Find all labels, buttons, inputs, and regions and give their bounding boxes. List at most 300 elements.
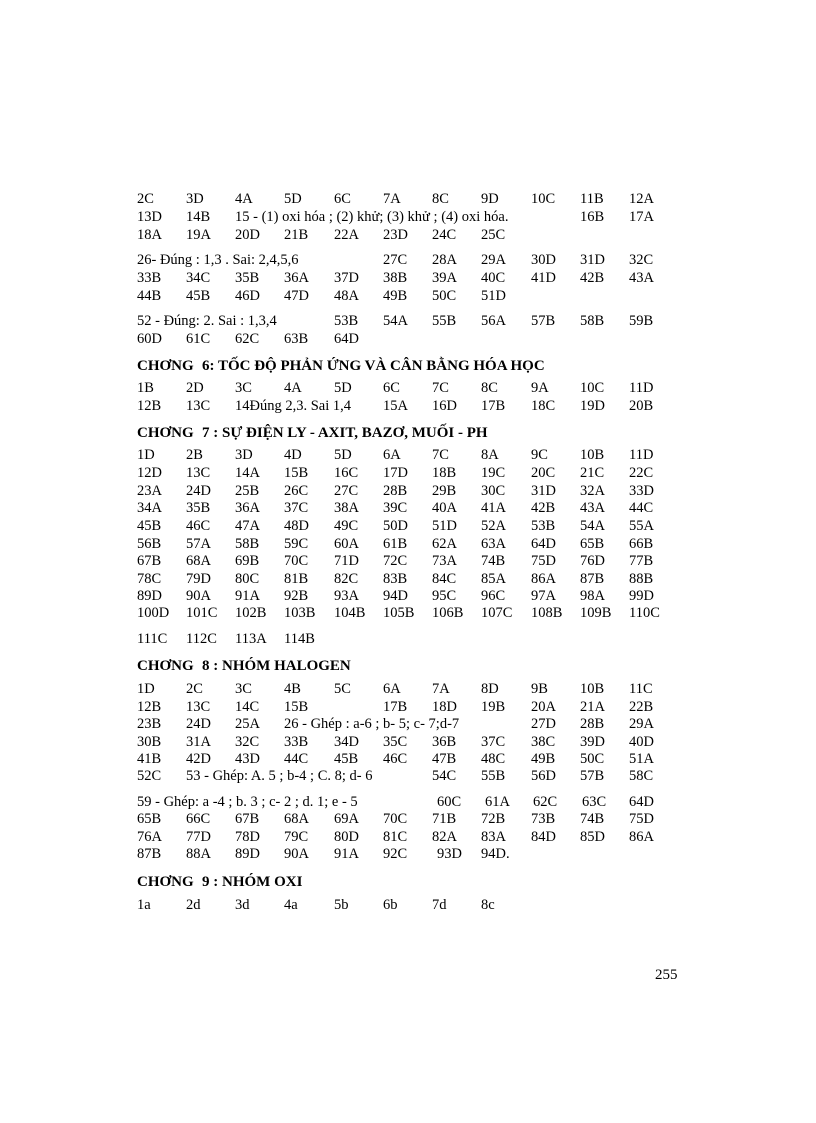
answer: 37C — [481, 734, 506, 750]
answer: 70C — [284, 553, 309, 569]
answer: 7C — [432, 380, 449, 396]
answer: 27D — [531, 716, 556, 732]
answer: 32A — [580, 483, 605, 499]
answer: 39C — [383, 500, 408, 516]
answer: 63A — [481, 536, 506, 552]
answer: 60D — [137, 331, 162, 347]
answer: 25C — [481, 227, 506, 243]
answer: 106B — [432, 605, 464, 621]
answer: 91A — [334, 846, 359, 862]
answer: 24D — [186, 716, 211, 732]
answer: 33B — [284, 734, 309, 750]
answer: 62A — [432, 536, 457, 552]
answer: 2d — [186, 897, 201, 913]
answer: 7d — [432, 897, 447, 913]
answer: 11C — [629, 681, 653, 697]
answer: 111C — [137, 631, 168, 647]
answer: 32C — [235, 734, 260, 750]
answer: 4A — [235, 191, 253, 207]
answer: 86A — [531, 571, 556, 587]
answer: 94D — [383, 588, 408, 604]
answer: 110C — [629, 605, 660, 621]
answer: 68A — [186, 553, 211, 569]
answer: 23B — [137, 716, 162, 732]
answer: 42B — [531, 500, 556, 516]
answer: 24C — [432, 227, 457, 243]
chapter-label: CHƠNG — [137, 358, 194, 374]
answer: 53 - Ghép: A. 5 ; b-4 ; C. 8; d- 6 — [186, 768, 373, 784]
answer: 94D. — [481, 846, 510, 862]
answer: 83B — [383, 571, 408, 587]
answer: 24D — [186, 483, 211, 499]
answer: 5C — [334, 681, 351, 697]
answer: 48D — [284, 518, 309, 534]
answer: 40A — [432, 500, 457, 516]
answer: 75D — [531, 553, 556, 569]
answer: 9A — [531, 380, 549, 396]
answer: 19C — [481, 465, 506, 481]
answer: 59B — [629, 313, 654, 329]
answer: 7A — [383, 191, 401, 207]
answer: 40C — [481, 270, 506, 286]
answer: 77B — [629, 553, 654, 569]
answer: 62C — [533, 794, 558, 810]
answer: 8D — [481, 681, 499, 697]
answer: 47B — [432, 751, 457, 767]
answer: 12D — [137, 465, 162, 481]
answer: 31D — [580, 252, 605, 268]
answer: 37C — [284, 500, 309, 516]
answer: 50C — [580, 751, 605, 767]
answer: 3d — [235, 897, 250, 913]
answer: 26C — [284, 483, 309, 499]
answer: 105B — [383, 605, 415, 621]
answer: 114B — [284, 631, 315, 647]
answer: 22C — [629, 465, 654, 481]
answer: 93A — [334, 588, 359, 604]
answer: 29A — [481, 252, 506, 268]
answer: 1a — [137, 897, 151, 913]
answer: 7C — [432, 447, 449, 463]
answer: 29A — [629, 716, 654, 732]
answer: 98A — [580, 588, 605, 604]
answer: 38B — [383, 270, 408, 286]
answer: 6C — [334, 191, 351, 207]
answer: 50D — [383, 518, 408, 534]
answer: 51A — [629, 751, 654, 767]
answer: 10B — [580, 447, 605, 463]
chapter-title: 6: TỐC ĐỘ PHẢN ỨNG VÀ CÂN BẰNG HÓA HỌC — [202, 358, 545, 374]
answer: 49C — [334, 518, 359, 534]
answer: 13C — [186, 398, 211, 414]
answer: 42B — [580, 270, 605, 286]
chapter-title: 7 : SỰ ĐIỆN LY - AXIT, BAZƠ, MUỐI - PH — [202, 425, 488, 441]
answer: 5D — [334, 380, 352, 396]
answer: 36A — [284, 270, 309, 286]
answer: 3D — [235, 447, 253, 463]
answer: 93D — [437, 846, 462, 862]
answer: 3D — [186, 191, 204, 207]
answer: 23A — [137, 483, 162, 499]
answer: 30D — [531, 252, 556, 268]
answer: 14B — [186, 209, 211, 225]
answer: 19D — [580, 398, 605, 414]
answer: 34A — [137, 500, 162, 516]
answer: 79D — [186, 571, 211, 587]
answer: 12A — [629, 191, 654, 207]
answer: 90A — [284, 846, 309, 862]
answer: 15A — [383, 398, 408, 414]
answer: 38C — [531, 734, 556, 750]
answer: 65B — [137, 811, 162, 827]
answer: 65B — [580, 536, 605, 552]
answer: 47D — [284, 288, 309, 304]
answer: 68A — [284, 811, 309, 827]
answer: 70C — [383, 811, 408, 827]
answer: 22A — [334, 227, 359, 243]
answer: 85A — [481, 571, 506, 587]
answer: 59C — [284, 536, 309, 552]
answer: 69B — [235, 553, 260, 569]
answer: 15B — [284, 699, 309, 715]
answer: 72C — [383, 553, 408, 569]
answer: 51D — [481, 288, 506, 304]
answer: 45B — [334, 751, 359, 767]
answer: 23D — [383, 227, 408, 243]
answer: 60A — [334, 536, 359, 552]
answer: 64D — [531, 536, 556, 552]
chapter-title: 8 : NHÓM HALOGEN — [202, 658, 351, 674]
answer: 78D — [235, 829, 260, 845]
answer: 2C — [186, 681, 203, 697]
answer: 54A — [580, 518, 605, 534]
answer: 51D — [432, 518, 457, 534]
answer: 30B — [137, 734, 162, 750]
answer: 28B — [383, 483, 408, 499]
answer: 81C — [383, 829, 408, 845]
answer: 31A — [186, 734, 211, 750]
answer: 89D — [137, 588, 162, 604]
answer: 74B — [580, 811, 605, 827]
answer: 17A — [629, 209, 654, 225]
answer: 88B — [629, 571, 654, 587]
answer: 63C — [582, 794, 607, 810]
answer: 5D — [284, 191, 302, 207]
answer: 26 - Ghép : a-6 ; b- 5; c- 7;d-7 — [284, 716, 460, 732]
answer: 85D — [580, 829, 605, 845]
page-number: 255 — [655, 967, 678, 983]
answer: 91A — [235, 588, 260, 604]
answer: 36A — [235, 500, 260, 516]
answer: 10B — [580, 681, 605, 697]
answer: 25A — [235, 716, 260, 732]
answer: 46C — [383, 751, 408, 767]
answer: 56A — [481, 313, 506, 329]
answer: 50C — [432, 288, 457, 304]
answer: 82A — [432, 829, 457, 845]
answer: 12B — [137, 398, 162, 414]
answer: 9D — [481, 191, 499, 207]
answer: 63B — [284, 331, 309, 347]
answer: 73A — [432, 553, 457, 569]
answer: 37D — [334, 270, 359, 286]
answer: 96C — [481, 588, 506, 604]
answer: 10C — [580, 380, 605, 396]
answer: 103B — [284, 605, 316, 621]
answer: 71B — [432, 811, 457, 827]
answer: 46D — [235, 288, 260, 304]
answer: 60C — [437, 794, 462, 810]
answer: 67B — [235, 811, 260, 827]
answer: 2C — [137, 191, 154, 207]
answer: 49B — [531, 751, 556, 767]
answer: 12B — [137, 699, 162, 715]
answer: 66C — [186, 811, 211, 827]
answer: 87B — [580, 571, 605, 587]
answer: 82C — [334, 571, 359, 587]
answer: 46C — [186, 518, 211, 534]
answer: 31D — [531, 483, 556, 499]
answer: 108B — [531, 605, 563, 621]
answer: 18D — [432, 699, 457, 715]
answer: 84D — [531, 829, 556, 845]
answer: 20C — [531, 465, 556, 481]
answer: 13C — [186, 699, 211, 715]
answer: 26- Đúng : 1,3 . Sai: 2,4,5,6 — [137, 252, 299, 268]
answer: 9B — [531, 681, 548, 697]
answer: 76D — [580, 553, 605, 569]
answer: 66B — [629, 536, 654, 552]
answer: 44B — [137, 288, 162, 304]
chapter-label: CHƠNG — [137, 425, 194, 441]
answer: 92C — [383, 846, 408, 862]
answer: 79C — [284, 829, 309, 845]
answer: 48C — [481, 751, 506, 767]
answer: 1D — [137, 447, 155, 463]
answer: 74B — [481, 553, 506, 569]
answer: 71D — [334, 553, 359, 569]
answer: 58B — [235, 536, 260, 552]
answer: 21B — [284, 227, 309, 243]
answer: 39D — [580, 734, 605, 750]
answer: 33B — [137, 270, 162, 286]
answer: 32C — [629, 252, 654, 268]
answer: 43A — [629, 270, 654, 286]
answer: 17B — [383, 699, 408, 715]
answer: 4a — [284, 897, 298, 913]
answer: 35B — [186, 500, 211, 516]
chapter-label: CHƠNG — [137, 658, 194, 674]
answer: 21A — [580, 699, 605, 715]
answer: 84C — [432, 571, 457, 587]
answer: 17B — [481, 398, 506, 414]
answer: 45B — [186, 288, 211, 304]
answer: 6C — [383, 380, 400, 396]
answer: 81B — [284, 571, 309, 587]
answer: 47A — [235, 518, 260, 534]
answer: 76A — [137, 829, 162, 845]
answer: 8C — [432, 191, 449, 207]
answer: 58C — [629, 768, 654, 784]
answer: 8c — [481, 897, 495, 913]
answer: 61A — [485, 794, 510, 810]
answer: 100D — [137, 605, 170, 621]
answer: 39A — [432, 270, 457, 286]
answer: 18C — [531, 398, 556, 414]
answer: 30C — [481, 483, 506, 499]
answer: 14Đúng 2,3. Sai 1,4 — [235, 398, 351, 414]
answer: 11D — [629, 447, 654, 463]
answer: 109B — [580, 605, 612, 621]
answer: 8A — [481, 447, 499, 463]
answer: 16D — [432, 398, 457, 414]
answer: 17D — [383, 465, 408, 481]
answer: 14A — [235, 465, 260, 481]
answer: 90A — [186, 588, 211, 604]
answer: 6b — [383, 897, 398, 913]
answer: 41D — [531, 270, 556, 286]
answer: 3C — [235, 380, 252, 396]
answer: 44C — [284, 751, 309, 767]
answer: 20B — [629, 398, 654, 414]
answer: 53B — [531, 518, 556, 534]
answer: 14C — [235, 699, 260, 715]
answer: 19B — [481, 699, 506, 715]
answer: 80D — [334, 829, 359, 845]
answer: 15 - (1) oxi hóa ; (2) khử; (3) khử ; (4) oxi hóa. — [235, 209, 509, 225]
answer: 20A — [531, 699, 556, 715]
answer: 88A — [186, 846, 211, 862]
answer: 45B — [137, 518, 162, 534]
answer: 4B — [284, 681, 301, 697]
answer: 1D — [137, 681, 155, 697]
answer: 2D — [186, 380, 204, 396]
answer: 80C — [235, 571, 260, 587]
answer: 95C — [432, 588, 457, 604]
answer: 64D — [629, 794, 654, 810]
answer: 86A — [629, 829, 654, 845]
answer: 87B — [137, 846, 162, 862]
chapter-title: 9 : NHÓM OXI — [202, 874, 303, 890]
answer: 13C — [186, 465, 211, 481]
answer: 75D — [629, 811, 654, 827]
chapter-label: CHƠNG — [137, 874, 194, 890]
answer: 97A — [531, 588, 556, 604]
answer: 107C — [481, 605, 513, 621]
answer: 54A — [383, 313, 408, 329]
answer: 19A — [186, 227, 211, 243]
answer: 38A — [334, 500, 359, 516]
answer: 72B — [481, 811, 506, 827]
answer: 55B — [432, 313, 457, 329]
answer: 104B — [334, 605, 366, 621]
answer: 54C — [432, 768, 457, 784]
answer: 7A — [432, 681, 450, 697]
answer: 36B — [432, 734, 457, 750]
answer: 27C — [334, 483, 359, 499]
answer: 57B — [531, 313, 556, 329]
answer: 52 - Đúng: 2. Sai : 1,3,4 — [137, 313, 277, 329]
answer: 61B — [383, 536, 408, 552]
answer: 78C — [137, 571, 162, 587]
answer: 27C — [383, 252, 408, 268]
answer: 15B — [284, 465, 309, 481]
answer: 41B — [137, 751, 162, 767]
answer: 64D — [334, 331, 359, 347]
answer: 112C — [186, 631, 217, 647]
answer: 8C — [481, 380, 498, 396]
answer: 29B — [432, 483, 457, 499]
answer: 53B — [334, 313, 359, 329]
answer: 6A — [383, 681, 401, 697]
answer: 13D — [137, 209, 162, 225]
answer: 55B — [481, 768, 506, 784]
answer: 44C — [629, 500, 654, 516]
answer: 41A — [481, 500, 506, 516]
answer: 2B — [186, 447, 203, 463]
answer: 61C — [186, 331, 211, 347]
answer: 28B — [580, 716, 605, 732]
answer: 16B — [580, 209, 605, 225]
answer: 67B — [137, 553, 162, 569]
answer: 101C — [186, 605, 218, 621]
answer: 9C — [531, 447, 548, 463]
answer: 73B — [531, 811, 556, 827]
answer: 3C — [235, 681, 252, 697]
answer: 52A — [481, 518, 506, 534]
answer: 16C — [334, 465, 359, 481]
answer: 11B — [580, 191, 604, 207]
answer: 43D — [235, 751, 260, 767]
answer: 113A — [235, 631, 267, 647]
answer: 57A — [186, 536, 211, 552]
answer: 89D — [235, 846, 260, 862]
answer: 62C — [235, 331, 260, 347]
answer: 35C — [383, 734, 408, 750]
answer: 11D — [629, 380, 654, 396]
answer: 69A — [334, 811, 359, 827]
answer: 21C — [580, 465, 605, 481]
answer: 18A — [137, 227, 162, 243]
answer: 22B — [629, 699, 654, 715]
answer: 77D — [186, 829, 211, 845]
answer: 18B — [432, 465, 457, 481]
answer: 56B — [137, 536, 162, 552]
answer: 59 - Ghép: a -4 ; b. 3 ; c- 2 ; d. 1; e - 5 — [137, 794, 358, 810]
answer: 5D — [334, 447, 352, 463]
answer: 48A — [334, 288, 359, 304]
answer: 34C — [186, 270, 211, 286]
answer: 56D — [531, 768, 556, 784]
answer: 35B — [235, 270, 260, 286]
answer: 102B — [235, 605, 267, 621]
answer: 10C — [531, 191, 556, 207]
answer: 4D — [284, 447, 302, 463]
answer: 25B — [235, 483, 260, 499]
answer: 83A — [481, 829, 506, 845]
answer: 42D — [186, 751, 211, 767]
answer: 5b — [334, 897, 349, 913]
answer: 49B — [383, 288, 408, 304]
answer: 52C — [137, 768, 162, 784]
answer: 20D — [235, 227, 260, 243]
answer: 33D — [629, 483, 654, 499]
answer: 4A — [284, 380, 302, 396]
answer: 99D — [629, 588, 654, 604]
answer: 6A — [383, 447, 401, 463]
answer: 55A — [629, 518, 654, 534]
answer: 40D — [629, 734, 654, 750]
